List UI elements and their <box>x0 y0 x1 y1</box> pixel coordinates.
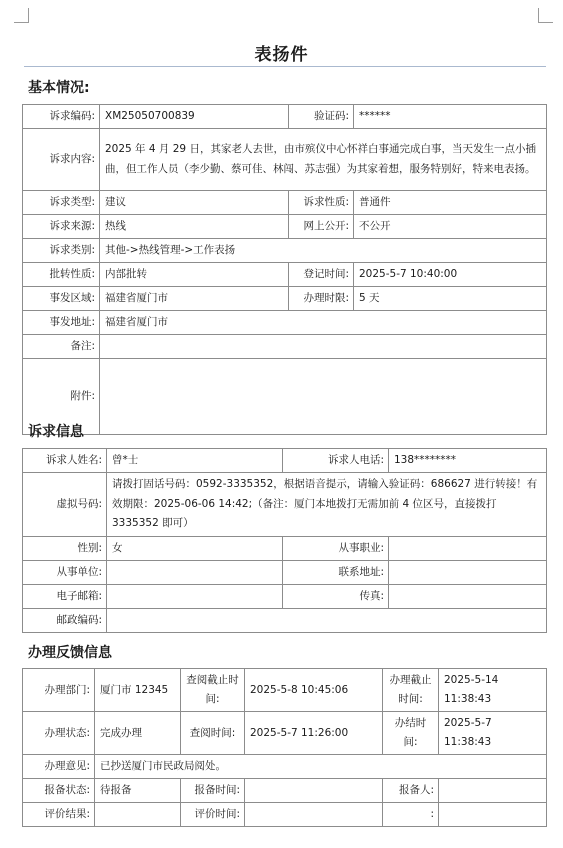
attachment-value <box>100 359 547 435</box>
field-label: 报备时间: <box>181 779 245 803</box>
field-label: 从事职业: <box>283 536 389 560</box>
employer-value <box>107 560 283 584</box>
appeal-type-value: 建议 <box>100 191 289 215</box>
online-public-value: 不公开 <box>354 215 547 239</box>
field-label: 诉求内容: <box>23 129 100 191</box>
appeal-code-value: XM25050700839 <box>100 105 289 129</box>
finish-time-value: 2025-5-7 11:38:43 <box>439 712 547 755</box>
field-label: 事发地址: <box>23 311 100 335</box>
field-label: 事发区域: <box>23 287 100 311</box>
handle-deadline-value: 2025-5-14 11:38:43 <box>439 669 547 712</box>
field-label: 办理意见: <box>23 755 95 779</box>
section-heading-basic: 基本情况: <box>28 80 90 96</box>
evaluation-time-value <box>245 803 383 827</box>
field-label: 附件: <box>23 359 100 435</box>
zip-code-value <box>107 608 547 632</box>
field-label: 从事单位: <box>23 560 107 584</box>
appellant-phone-value: 138******** <box>389 449 547 473</box>
field-label: 联系地址: <box>283 560 389 584</box>
field-label: 查阅时间: <box>181 712 245 755</box>
fax-value <box>389 584 547 608</box>
field-label: 诉求来源: <box>23 215 100 239</box>
field-label: 诉求类型: <box>23 191 100 215</box>
email-value <box>107 584 283 608</box>
field-label: 诉求类别: <box>23 239 100 263</box>
document-title: 表扬件 <box>254 45 309 65</box>
register-time-value: 2025-5-7 10:40:00 <box>354 263 547 287</box>
field-label: 电子邮箱: <box>23 584 107 608</box>
handling-opinion-value: 已抄送厦门市民政局阅处。 <box>95 755 547 779</box>
field-label: 登记时间: <box>289 263 354 287</box>
field-label: 性别: <box>23 536 107 560</box>
incident-address-value: 福建省厦门市 <box>100 311 547 335</box>
field-label: 邮政编码: <box>23 608 107 632</box>
field-label: 办理截止时间: <box>383 669 439 712</box>
field-label: 验证码: <box>289 105 354 129</box>
query-deadline-value: 2025-5-8 10:45:06 <box>245 669 383 712</box>
handling-status-value: 完成办理 <box>95 712 181 755</box>
appeal-category-value: 其他->热线管理->工作表扬 <box>100 239 547 263</box>
field-label: 办结时间: <box>383 712 439 755</box>
report-time-value <box>245 779 383 803</box>
field-label: 办理状态: <box>23 712 95 755</box>
approval-nature-value: 内部批转 <box>100 263 289 287</box>
incident-area-value: 福建省厦门市 <box>100 287 289 311</box>
handling-info-table <box>22 668 547 827</box>
field-label: 诉求编码: <box>23 105 100 129</box>
handling-dept-value: 厦门市 12345 <box>95 669 181 712</box>
field-label: 虚拟号码: <box>23 473 107 537</box>
field-label: 诉求人电话: <box>283 449 389 473</box>
field-label: 备注: <box>23 335 100 359</box>
field-label: 批转性质: <box>23 263 100 287</box>
gender-value: 女 <box>107 536 283 560</box>
report-status-value: 待报备 <box>95 779 181 803</box>
evaluation-extra-value <box>439 803 547 827</box>
virtual-number-value: 请拨打固话号码：0592-3335352，根据语音提示，请输入验证码：686627 进行转接！有效期限：2025-06-06 14:42;（备注：厦门本地拨打无需加前 4 位区号，直接拨打 3335352 即可） <box>107 473 547 537</box>
field-label: 网上公开: <box>289 215 354 239</box>
page-corner-mark <box>14 8 29 23</box>
appeal-source-value: 热线 <box>100 215 289 239</box>
note-value <box>100 335 547 359</box>
appeal-content-value: 2025 年 4 月 29 日，其家老人去世，由市殡仪中心怀祥白事通完成白事，当天发生一点小插曲，但工作人员（李少勤、蔡可佳、林闯、苏志强）为其家着想，服务特别好，特来电表扬。 <box>100 129 547 191</box>
appeal-info-table <box>22 448 547 633</box>
field-label: 评价结果: <box>23 803 95 827</box>
field-label: 诉求性质: <box>289 191 354 215</box>
field-label: 办理部门: <box>23 669 95 712</box>
field-label: 报备状态: <box>23 779 95 803</box>
page-corner-mark <box>538 8 553 23</box>
section-heading-handling: 办理反馈信息 <box>28 645 112 661</box>
basic-info-table <box>22 104 547 435</box>
field-label: : <box>383 803 439 827</box>
contact-address-value <box>389 560 547 584</box>
field-label: 办理时限: <box>289 287 354 311</box>
section-heading-appeal: 诉求信息 <box>28 424 84 440</box>
query-time-value: 2025-5-7 11:26:00 <box>245 712 383 755</box>
reporter-value <box>439 779 547 803</box>
appeal-nature-value: 普通件 <box>354 191 547 215</box>
field-label: 报备人: <box>383 779 439 803</box>
evaluation-result-value <box>95 803 181 827</box>
title-divider <box>24 66 546 67</box>
field-label: 查阅截止时间: <box>181 669 245 712</box>
field-label: 传真: <box>283 584 389 608</box>
verify-code-value: ****** <box>354 105 547 129</box>
field-label: 评价时间: <box>181 803 245 827</box>
field-label: 诉求人姓名: <box>23 449 107 473</box>
occupation-value <box>389 536 547 560</box>
appellant-name-value: 曾*士 <box>107 449 283 473</box>
handling-limit-value: 5 天 <box>354 287 547 311</box>
